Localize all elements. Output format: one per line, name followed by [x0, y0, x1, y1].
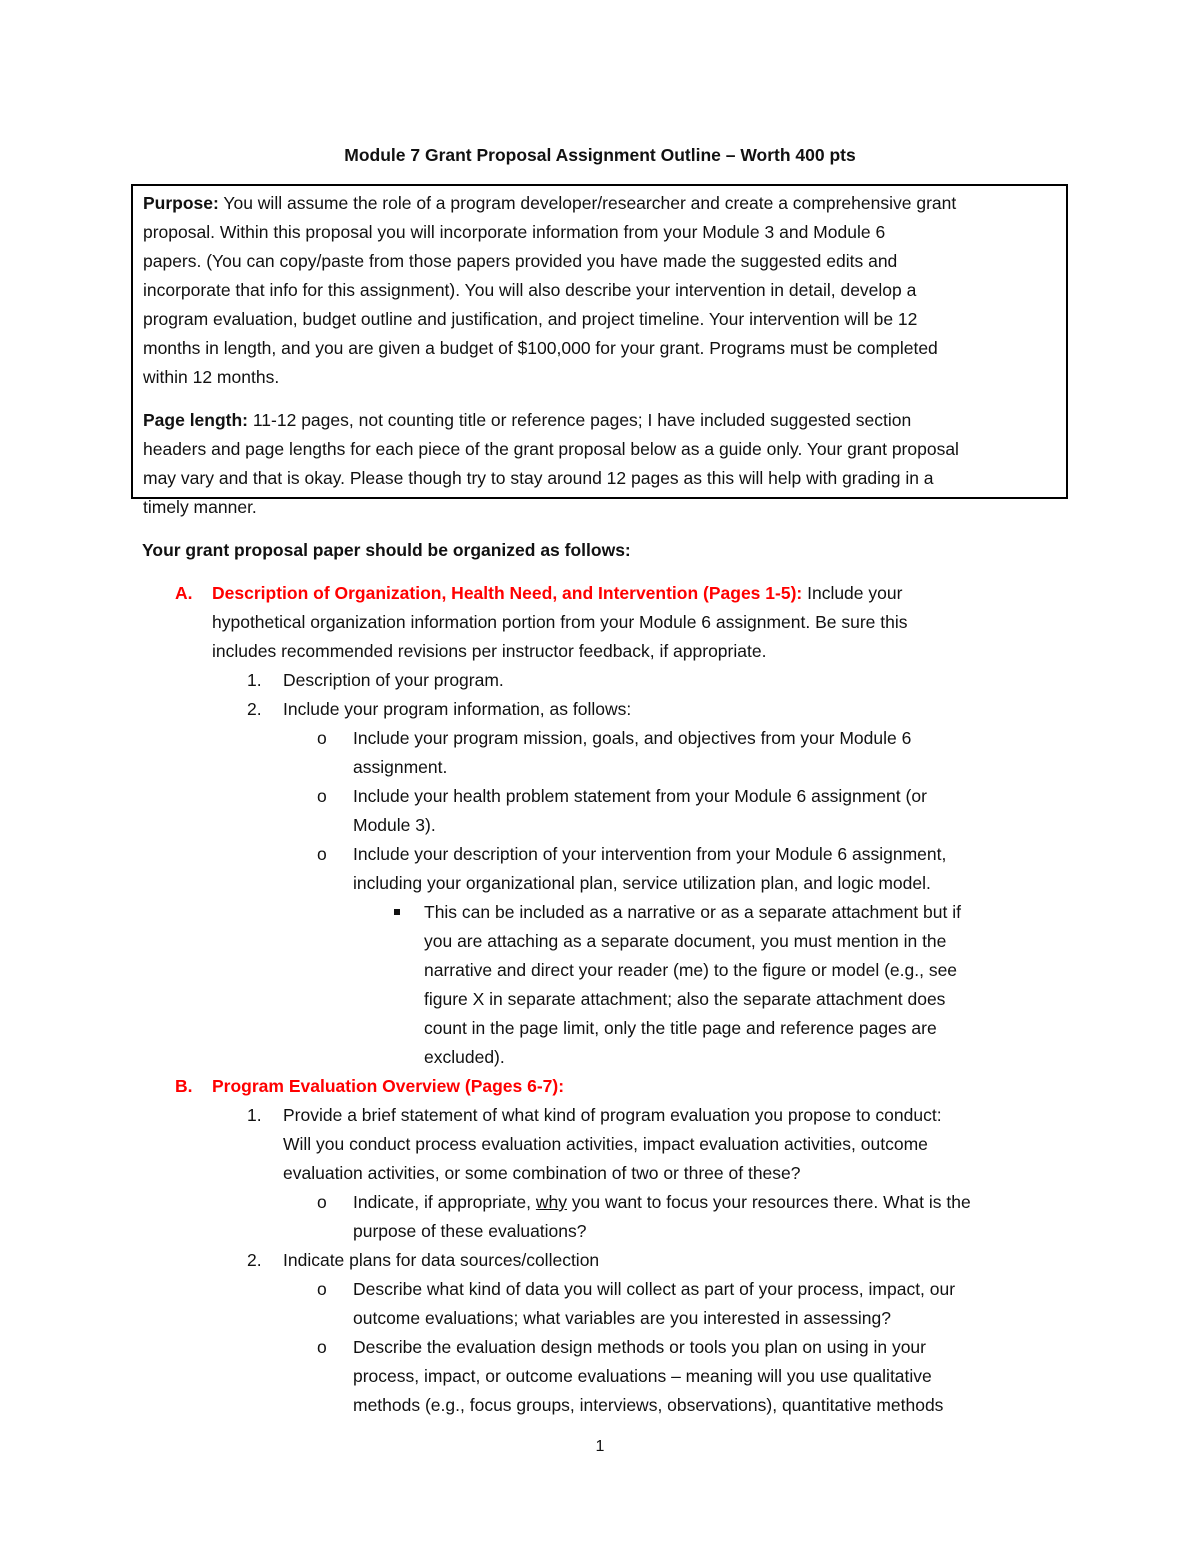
bullet-continuation — [142, 1391, 1062, 1420]
section-marker: A. — [175, 583, 193, 603]
numbered-item — [142, 1246, 1062, 1275]
item-number: 1. — [247, 670, 262, 690]
purpose-line: papers. (You can copy/paste from those papers provided you have made the suggested edits and — [143, 251, 898, 271]
purpose-line: months in length, and you are given a budget of $100,000 for your grant. Programs must be completed — [143, 338, 938, 358]
bullet-item — [142, 782, 1062, 811]
square-bullet-continuation — [142, 1043, 1062, 1072]
bullet-text: process, impact, or outcome evaluations – meaning will you use qualitative — [353, 1366, 932, 1386]
square-bullet-text: count in the page limit, only the title page and reference pages are — [424, 1018, 937, 1038]
section-text — [212, 579, 902, 608]
purpose-line: proposal. Within this proposal you will incorporate information from your Module 3 and Module 6 — [143, 222, 886, 242]
bullet-text: outcome evaluations; what variables are you interested in assessing? — [353, 1308, 891, 1328]
numbered-continuation — [142, 1130, 1062, 1159]
bullet-text: Include your health problem statement from your Module 6 assignment (or — [353, 786, 927, 806]
item-number: 2. — [247, 1250, 262, 1270]
circle-bullet-icon: o — [317, 728, 327, 748]
section-title: Program Evaluation Overview (Pages 6-7): — [212, 1076, 565, 1096]
page-length-line: headers and page lengths for each piece of the grant proposal below as a guide only. Your grant proposal — [143, 439, 959, 459]
square-bullet-text: excluded). — [424, 1047, 505, 1067]
square-bullet-text: narrative and direct your reader (me) to the figure or model (e.g., see — [424, 960, 958, 980]
section-b-heading — [142, 1072, 1062, 1101]
item-text: Include your program information, as follows: — [283, 699, 632, 719]
square-bullet-text: figure X in separate attachment; also the separate attachment does — [424, 989, 946, 1009]
bullet-continuation — [142, 1217, 1062, 1246]
bullet-text: methods (e.g., focus groups, interviews, observations), quantitative methods — [353, 1395, 944, 1415]
circle-bullet-icon: o — [317, 786, 327, 806]
bullet-continuation — [142, 1304, 1062, 1333]
page-length-line: timely manner. — [143, 497, 257, 517]
page-length-line: 11-12 pages, not counting title or reference pages; I have included suggested section — [248, 410, 912, 430]
section-line: includes recommended revisions per instructor feedback, if appropriate. — [212, 641, 767, 661]
section-marker: B. — [175, 1076, 193, 1096]
circle-bullet-icon: o — [317, 1192, 327, 1212]
circle-bullet-icon: o — [317, 1279, 327, 1299]
item-text: Will you conduct process evaluation activities, impact evaluation activities, outcome — [283, 1134, 928, 1154]
purpose-line: incorporate that info for this assignment). You will also describe your intervention in detail, develop a — [143, 280, 917, 300]
section-a-heading — [142, 579, 1062, 608]
square-bullet-continuation — [142, 956, 1062, 985]
section-title: Description of Organization, Health Need, and Intervention (Pages 1-5): — [212, 583, 803, 603]
bullet-text: Describe what kind of data you will collect as part of your process, impact, our — [353, 1279, 956, 1299]
bullet-text-part: Indicate, if appropriate, — [353, 1192, 536, 1212]
bullet-item — [142, 1333, 1062, 1362]
bullet-item — [142, 840, 1062, 869]
page-length-line: may vary and that is okay. Please though try to stay around 12 pages as this will help with grading in a — [143, 468, 934, 488]
purpose-line: program evaluation, budget outline and justification, and project timeline. Your intervention will be 12 — [143, 309, 918, 329]
bullet-continuation — [142, 753, 1062, 782]
bullet-item — [142, 724, 1062, 753]
bullet-text: assignment. — [353, 757, 448, 777]
bullet-text: including your organizational plan, service utilization plan, and logic model. — [353, 873, 931, 893]
page-length-label: Page length: — [143, 410, 249, 430]
circle-bullet-icon: o — [317, 844, 327, 864]
square-bullet-continuation — [142, 985, 1062, 1014]
square-bullet-text: you are attaching as a separate document, you must mention in the — [424, 931, 947, 951]
section-line: Include your — [802, 583, 903, 603]
numbered-item — [142, 695, 1062, 724]
bullet-text — [353, 1188, 971, 1217]
bullet-text: Describe the evaluation design methods or tools you plan on using in your — [353, 1337, 926, 1357]
page-number: 1 — [595, 1438, 605, 1455]
organized-heading: Your grant proposal paper should be organized as follows: — [142, 540, 631, 560]
underlined-word: why — [535, 1192, 568, 1212]
bullet-text-part: you want to focus your resources there. What is the — [567, 1192, 971, 1212]
numbered-continuation — [142, 1159, 1062, 1188]
bullet-text: Include your program mission, goals, and objectives from your Module 6 — [353, 728, 912, 748]
bullet-text: Module 3). — [353, 815, 436, 835]
bullet-continuation — [142, 811, 1062, 840]
purpose-line: within 12 months. — [143, 367, 280, 387]
numbered-item — [142, 1101, 1062, 1130]
bullet-text: Include your description of your intervention from your Module 6 assignment, — [353, 844, 947, 864]
outline-list — [142, 579, 1062, 1420]
item-text: Provide a brief statement of what kind of program evaluation you propose to conduct: — [283, 1105, 942, 1125]
purpose-label: Purpose: — [143, 193, 219, 213]
bullet-continuation — [142, 869, 1062, 898]
purpose-box — [131, 184, 1068, 517]
page-length-paragraph — [143, 406, 1056, 522]
bullet-text: purpose of these evaluations? — [353, 1221, 587, 1241]
square-bullet-text: This can be included as a narrative or as a separate attachment but if — [424, 902, 961, 922]
section-a-line — [142, 637, 1062, 666]
purpose-line: You will assume the role of a program developer/researcher and create a comprehensive grant — [218, 193, 957, 213]
section-line: hypothetical organization information portion from your Module 6 assignment. Be sure this — [212, 612, 908, 632]
item-number: 2. — [247, 699, 262, 719]
page-title: Module 7 Grant Proposal Assignment Outline – Worth 400 pts — [344, 145, 856, 165]
section-a-line — [142, 608, 1062, 637]
square-bullet-continuation — [142, 1014, 1062, 1043]
square-bullet-continuation — [142, 927, 1062, 956]
bullet-continuation — [142, 1362, 1062, 1391]
item-text: Description of your program. — [283, 670, 504, 690]
item-text: Indicate plans for data sources/collection — [283, 1250, 600, 1270]
circle-bullet-icon: o — [317, 1337, 327, 1357]
numbered-item — [142, 666, 1062, 695]
bullet-item — [142, 1275, 1062, 1304]
purpose-paragraph — [143, 189, 1056, 392]
bullet-item — [142, 1188, 1062, 1217]
item-number: 1. — [247, 1105, 262, 1125]
square-bullet-item — [142, 898, 1062, 927]
item-text: evaluation activities, or some combination of two or three of these? — [283, 1163, 801, 1183]
